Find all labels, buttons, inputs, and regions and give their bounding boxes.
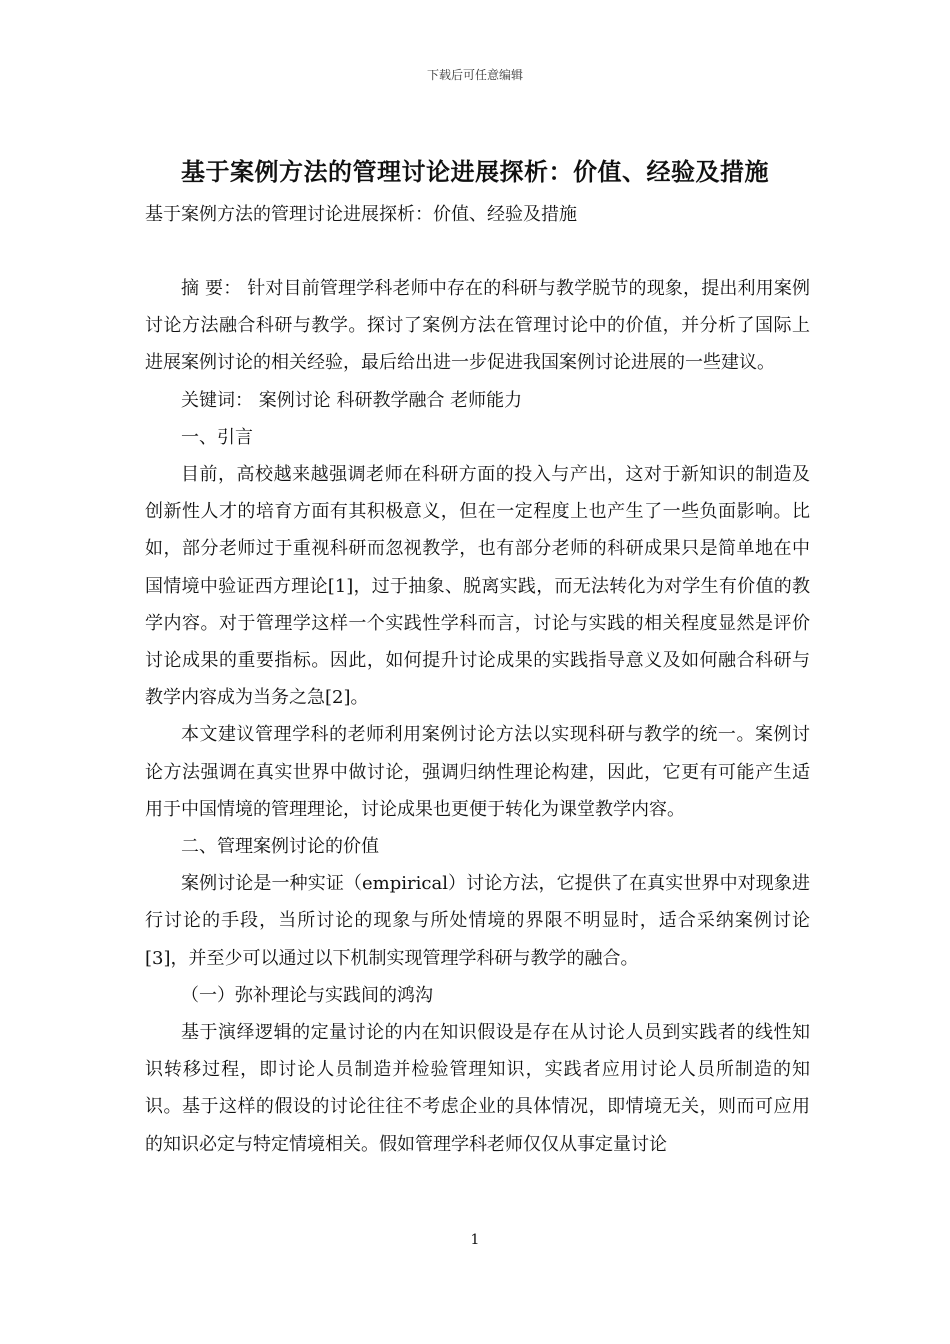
body-paragraph: 案例讨论是一种实证（empirical）讨论方法，它提供了在真实世界中对现象进行讨论的手段，当所讨论的现象与所处情境的界限不明显时，适合采纳案例讨论[3]，并至少可以通过以下机制实现管理学科研与教学的融合。 [145, 873, 810, 969]
document-body [145, 270, 810, 1163]
document-title: 基于案例方法的管理讨论进展探析：价值、经验及措施 [181, 157, 769, 186]
section-heading-value: 二、管理案例讨论的价值 [181, 836, 379, 858]
section-heading-introduction: 一、引言 [181, 426, 253, 448]
body-paragraph: 目前，高校越来越强调老师在科研方面的投入与产出，这对于新知识的制造及创新性人才的培育方面有其积极意义，但在一定程度上也产生了一些负面影响。比如，部分老师过于重视科研而忽视教学，也有部分老师的科研成果只是简单地在中国情境中验证西方理论[1]，过于抽象、脱离实践，而无法转化为对学生有价值的教学内容。对于管理学这样一个实践性学科而言，讨论与实践的相关程度显然是评价讨论成果的重要指标。因此，如何提升讨论成果的实践指导意义及如何融合科研与教学内容成为当务之急[2]。 [145, 464, 810, 709]
page-number: 1 [470, 1232, 480, 1248]
body-paragraph: 本文建议管理学科的老师利用案例讨论方法以实现科研与教学的统一。案例讨论方法强调在真实世界中做讨论，强调归纳性理论构建，因此，它更有可能产生适用于中国情境的管理理论，讨论成果也更便于转化为课堂教学内容。 [145, 724, 810, 820]
keywords-line: 关键词： 案例讨论 科研教学融合 老师能力 [181, 389, 523, 411]
abstract-paragraph: 摘 要： 针对目前管理学科老师中存在的科研与教学脱节的现象，提出利用案例讨论方法融合科研与教学。探讨了案例方法在管理讨论中的价值，并分析了国际上进展案例讨论的相关经验，最后给出进一步促进我国案例讨论进展的一些建议。 [145, 278, 810, 374]
document-subtitle: 基于案例方法的管理讨论进展探析：价值、经验及措施 [145, 204, 577, 225]
page-header-note: 下载后可任意编辑 [426, 68, 523, 82]
subsection-heading: （一）弥补理论与实践间的鸿沟 [181, 984, 433, 1006]
body-paragraph: 基于演绎逻辑的定量讨论的内在知识假设是存在从讨论人员到实践者的线性知识转移过程，即讨论人员制造并检验管理知识，实践者应用讨论人员所制造的知识。基于这样的假设的讨论往往不考虑企业的具体情况，即情境无关，则而可应用的知识必定与特定情境相关。假如管理学科老师仅仅从事定量讨论 [145, 1022, 810, 1155]
